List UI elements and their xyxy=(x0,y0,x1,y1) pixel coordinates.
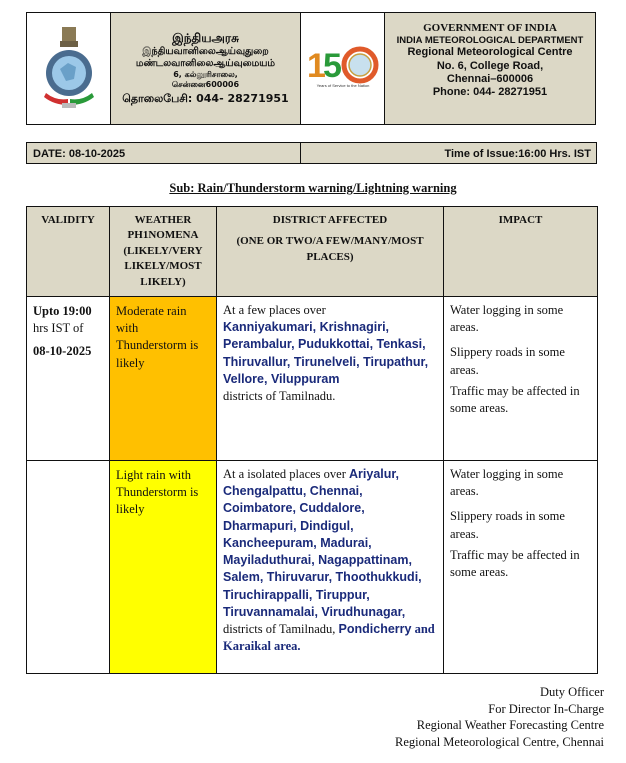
validity-date: 08-10-2025 xyxy=(33,344,92,359)
warning-table xyxy=(26,206,598,674)
validity-cell xyxy=(27,460,110,673)
svg-text:Years of Service to the Nation: Years of Service to the Nation xyxy=(316,82,369,88)
time-of-issue: Time of Issue:16:00 Hrs. IST xyxy=(444,148,591,160)
anniversary-logo xyxy=(301,13,385,124)
impact-item: Traffic may be affected in some areas. xyxy=(450,547,580,580)
tamil-street: 6, கல்லூரிசாலை, xyxy=(173,70,238,79)
impact-item: Traffic may be affected in some areas. xyxy=(450,383,580,416)
phenomena-cell xyxy=(110,296,217,460)
district-suffix: districts of Tamilnadu. xyxy=(223,389,336,404)
validity-time: Upto 19:00 xyxy=(33,303,92,318)
english-address-block xyxy=(385,13,595,124)
tamil-address-block xyxy=(111,13,301,124)
phenomena-cell xyxy=(110,460,217,673)
district-extra: Pondicherry xyxy=(338,622,412,637)
district-cell xyxy=(217,296,444,460)
date-bar xyxy=(26,142,597,164)
signature-block xyxy=(395,684,604,750)
impact-item: Water logging in some areas. xyxy=(450,466,564,499)
issue-date: DATE: 08-10-2025 xyxy=(27,143,301,163)
table-row xyxy=(27,296,598,460)
letterhead xyxy=(26,12,596,125)
district-extra-area: and Karaikal area. xyxy=(223,622,435,654)
header-impact: IMPACT xyxy=(444,207,598,297)
impact-item: Slippery roads in some areas. xyxy=(450,509,565,541)
signatory-for: For Director In-Charge xyxy=(488,701,604,716)
impact-item: Slippery roads in some areas. xyxy=(450,345,565,377)
tamil-phone: தொலைபேசி: 044- 28271951 xyxy=(122,92,289,105)
impact-item: Water logging in some areas. xyxy=(450,302,564,335)
header-district xyxy=(217,207,444,297)
dept-name: INDIA METEOROLOGICAL DEPARTMENT xyxy=(396,35,584,47)
validity-tz: hrs IST of xyxy=(33,321,84,336)
city-address: Chennai–600006 xyxy=(446,72,534,85)
150-years-logo-icon xyxy=(305,39,381,99)
phenomena-text: Moderate rain with Thunderstorm is likely xyxy=(116,303,199,370)
district-list: Chengalpattu, Chennai, Coimbatore, Cuddalore, Dharmapuri, Dindigul, Kancheepuram, Madurai, Mayiladuthurai, Nagappattinam, Salem, Thiruvarur, Thoothukkudi, Tiruchirappalli, Tiruppur, Tiruvannamalai, Virudhunagar, xyxy=(223,484,422,619)
signatory-title: Duty Officer xyxy=(540,685,604,699)
street-address: No. 6, College Road, xyxy=(436,59,544,72)
district-suffix: districts of Tamilnadu, xyxy=(223,622,336,637)
phenomena-text: Light rain with Thunderstorm is likely xyxy=(116,467,199,517)
district-cell xyxy=(217,460,444,673)
table-header-row xyxy=(27,207,598,297)
svg-text:5: 5 xyxy=(322,46,342,85)
header-district-subtitle: (ONE OR TWO/A FEW/MANY/MOST PLACES) xyxy=(236,235,424,263)
district-first: Ariyalur, xyxy=(349,466,400,481)
header-phenomena: WEATHER PH1NOMENA (LIKELY/VERY LIKELY/MOST LIKELY) xyxy=(110,207,217,297)
district-prefix: At a few places over xyxy=(223,302,326,317)
validity-cell xyxy=(27,296,110,460)
header-validity: VALIDITY xyxy=(27,207,110,297)
tamil-dept: இந்தியவானிலைஆய்வுதுறை xyxy=(142,46,269,58)
emblem-icon xyxy=(38,23,100,115)
govt-title: GOVERNMENT OF INDIA xyxy=(423,21,557,34)
district-prefix: At a isolated places over xyxy=(223,466,346,481)
subject-line: Sub: Rain/Thunderstorm warning/Lightning warning xyxy=(169,181,457,195)
svg-text:1: 1 xyxy=(306,46,326,85)
phone-number: Phone: 044- 28271951 xyxy=(432,85,548,98)
centre-name: Regional Meteorological Centre xyxy=(407,46,573,59)
impact-cell xyxy=(444,296,598,460)
tamil-city: சென்னை600006 xyxy=(171,80,240,89)
signatory-centre: Regional Weather Forecasting Centre xyxy=(416,718,604,732)
tamil-centre: மண்டலவானிலைஆய்வுமையம் xyxy=(135,58,276,70)
signatory-org: Regional Meteorological Centre, Chennai xyxy=(395,734,604,749)
header-district-title: DISTRICT AFFECTED xyxy=(272,214,388,226)
imd-emblem-logo xyxy=(27,13,111,124)
tamil-govt-title: இந்தியஅரசு xyxy=(172,31,239,46)
impact-cell xyxy=(444,460,598,673)
table-row xyxy=(27,460,598,673)
district-list: Kanniyakumari, Krishnagiri, Perambalur, Pudukkottai, Tenkasi, Thiruvallur, Tirunelveli, Tirupathur, Vellore, Viluppuram xyxy=(223,320,429,386)
